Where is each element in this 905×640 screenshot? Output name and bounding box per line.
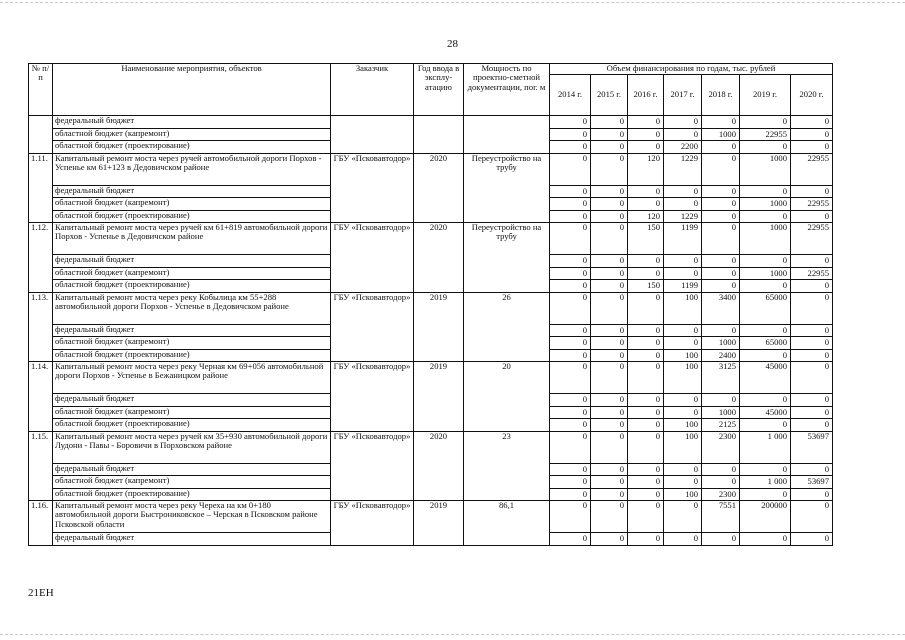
item-number: 1.14.: [29, 362, 53, 432]
item-customer: ГБУ «Псковавтодор»: [331, 292, 414, 362]
funding-value: 0: [591, 362, 628, 394]
funding-value: 0: [740, 116, 791, 129]
funding-value: 0: [664, 463, 702, 476]
funding-value: 0: [791, 533, 833, 546]
funding-value: 0: [664, 116, 702, 129]
funding-value: 0: [591, 210, 628, 223]
budget-label: областной бюджет (капремонт): [53, 128, 331, 141]
budget-label: областной бюджет (проектирование): [53, 210, 331, 223]
scan-top-edge: [0, 2, 905, 3]
funding-value: 0: [628, 198, 664, 211]
budget-label: областной бюджет (проектирование): [53, 141, 331, 154]
funding-value: 2400: [702, 349, 740, 362]
header-power: Мощность по проектно-сметной документации, пог. м: [464, 64, 550, 116]
item-number: 1.12.: [29, 223, 53, 293]
funding-value: 45000: [740, 406, 791, 419]
funding-value: 0: [550, 337, 591, 350]
item-year: 2020: [414, 223, 464, 293]
item-name: Капитальный ремонт моста через ручей км 35+930 автомобильной дороги Лудони - Павы - Боровичи в Порховском районе: [53, 431, 331, 463]
funding-value: 0: [628, 419, 664, 432]
funding-value: 0: [591, 223, 628, 255]
num-cell-empty: [29, 116, 53, 154]
funding-value: 100: [664, 362, 702, 394]
header-year-2019: 2019 г.: [740, 75, 791, 116]
funding-value: 0: [702, 210, 740, 223]
funding-value: 0: [664, 476, 702, 489]
item-year: 2019: [414, 292, 464, 362]
budget-label: федеральный бюджет: [53, 185, 331, 198]
funding-value: 0: [550, 292, 591, 324]
funding-value: 0: [791, 255, 833, 268]
page-number: 28: [447, 38, 458, 50]
item-power: 20: [464, 362, 550, 432]
funding-value: 0: [740, 280, 791, 293]
item-number: 1.16.: [29, 501, 53, 546]
funding-value: 0: [591, 116, 628, 129]
header-year: Год ввода в эксплу- атацию: [414, 64, 464, 116]
funding-value: 1000: [740, 153, 791, 185]
funding-value: 0: [740, 324, 791, 337]
funding-value: 0: [550, 463, 591, 476]
funding-value: 0: [791, 185, 833, 198]
funding-value: 0: [664, 533, 702, 546]
funding-value: 0: [628, 533, 664, 546]
funding-value: 0: [791, 141, 833, 154]
item-power: 26: [464, 292, 550, 362]
funding-value: 0: [791, 292, 833, 324]
footer-code: 21ЕН: [28, 587, 54, 599]
funding-value: 0: [740, 141, 791, 154]
funding-value: 0: [628, 141, 664, 154]
funding-value: 0: [791, 128, 833, 141]
funding-value: 0: [791, 210, 833, 223]
funding-value: 0: [550, 280, 591, 293]
funding-value: 100: [664, 349, 702, 362]
funding-value: 0: [791, 419, 833, 432]
funding-value: 0: [664, 501, 702, 533]
item-customer: ГБУ «Псковавтодор»: [331, 501, 414, 546]
funding-value: 150: [628, 223, 664, 255]
funding-value: 0: [791, 337, 833, 350]
funding-value: 200000: [740, 501, 791, 533]
funding-value: 0: [591, 533, 628, 546]
funding-value: 0: [550, 488, 591, 501]
funding-value: 1000: [740, 223, 791, 255]
funding-value: 0: [740, 488, 791, 501]
funding-value: 22955: [791, 223, 833, 255]
funding-value: 0: [740, 419, 791, 432]
table-row: [29, 153, 833, 185]
funding-value: 0: [550, 501, 591, 533]
funding-value: 0: [628, 292, 664, 324]
funding-value: 0: [628, 116, 664, 129]
funding-value: 0: [550, 406, 591, 419]
funding-value: 150: [628, 280, 664, 293]
funding-value: 65000: [740, 337, 791, 350]
funding-value: 0: [628, 463, 664, 476]
funding-value: 0: [628, 349, 664, 362]
funding-value: 0: [550, 431, 591, 463]
funding-value: 0: [791, 349, 833, 362]
item-number: 1.13.: [29, 292, 53, 362]
header-year-2015: 2015 г.: [591, 75, 628, 116]
year-cell-empty: [414, 116, 464, 154]
header-funding: Объем финансирования по годам, тыс. рублей: [550, 64, 833, 75]
funding-value: 0: [591, 185, 628, 198]
budget-label: федеральный бюджет: [53, 394, 331, 407]
budget-label: областной бюджет (капремонт): [53, 198, 331, 211]
budget-label: областной бюджет (капремонт): [53, 337, 331, 350]
funding-value: 0: [591, 324, 628, 337]
funding-value: 0: [702, 141, 740, 154]
funding-value: 0: [628, 267, 664, 280]
table-row: [29, 501, 833, 533]
funding-value: 0: [702, 280, 740, 293]
funding-value: 0: [791, 394, 833, 407]
funding-value: 0: [591, 141, 628, 154]
item-name: Капитальный ремонт моста через реку Кобылица км 55+288 автомобильной дороги Порхов - Успенье в Дедовичском районе: [53, 292, 331, 324]
item-name: Капитальный ремонт моста через реку Череха на км 0+180 автомобильной дороги Быстрониковское – Черская в Псковском районе Псковской области: [53, 501, 331, 533]
funding-value: 1 000: [740, 431, 791, 463]
funding-value: 0: [591, 406, 628, 419]
funding-value: 0: [591, 501, 628, 533]
funding-value: 0: [740, 349, 791, 362]
funding-value: 0: [791, 324, 833, 337]
funding-value: 0: [550, 419, 591, 432]
funding-value: 45000: [740, 362, 791, 394]
funding-value: 0: [628, 185, 664, 198]
funding-value: 0: [591, 292, 628, 324]
header-num: № п/п: [29, 64, 53, 116]
funding-value: 0: [628, 128, 664, 141]
header-year-2014: 2014 г.: [550, 75, 591, 116]
funding-value: 0: [664, 406, 702, 419]
funding-value: 0: [664, 394, 702, 407]
item-number: 1.15.: [29, 431, 53, 501]
budget-label: областной бюджет (проектирование): [53, 488, 331, 501]
funding-value: 1229: [664, 210, 702, 223]
item-name: Капитальный ремонт моста через реку Черная км 69+056 автомобильной дороги Порхов - Успенье в Бежаницком районе: [53, 362, 331, 394]
funding-value: 0: [591, 488, 628, 501]
funding-value: 0: [740, 394, 791, 407]
funding-value: 22955: [791, 198, 833, 211]
header-year-2017: 2017 г.: [664, 75, 702, 116]
funding-value: 0: [550, 476, 591, 489]
header-year-2020: 2020 г.: [791, 75, 833, 116]
funding-value: 0: [791, 501, 833, 533]
funding-value: 0: [664, 198, 702, 211]
funding-value: 0: [702, 185, 740, 198]
funding-value: 0: [550, 141, 591, 154]
funding-value: 0: [628, 501, 664, 533]
funding-value: 0: [550, 394, 591, 407]
budget-label: областной бюджет (капремонт): [53, 406, 331, 419]
funding-value: 0: [591, 267, 628, 280]
funding-value: 1229: [664, 153, 702, 185]
funding-value: 0: [702, 394, 740, 407]
funding-value: 0: [791, 488, 833, 501]
budget-label: областной бюджет (капремонт): [53, 476, 331, 489]
budget-label: федеральный бюджет: [53, 463, 331, 476]
table-row: [29, 223, 833, 255]
funding-value: 0: [550, 153, 591, 185]
funding-value: 0: [550, 210, 591, 223]
funding-value: 0: [791, 463, 833, 476]
funding-value: 0: [664, 185, 702, 198]
budget-label: федеральный бюджет: [53, 533, 331, 546]
financing-table: [28, 63, 833, 546]
funding-value: 0: [628, 488, 664, 501]
funding-value: 0: [550, 362, 591, 394]
item-power: Переустройство на трубу: [464, 153, 550, 223]
funding-value: 0: [740, 533, 791, 546]
funding-value: 53697: [791, 476, 833, 489]
funding-value: 0: [702, 463, 740, 476]
funding-value: 0: [628, 431, 664, 463]
funding-value: 0: [591, 431, 628, 463]
budget-label: областной бюджет (проектирование): [53, 349, 331, 362]
funding-value: 0: [702, 198, 740, 211]
funding-value: 0: [702, 533, 740, 546]
funding-value: 0: [664, 337, 702, 350]
funding-value: 0: [664, 128, 702, 141]
funding-value: 0: [550, 223, 591, 255]
funding-value: 0: [702, 476, 740, 489]
funding-value: 0: [740, 210, 791, 223]
funding-value: 0: [702, 267, 740, 280]
funding-value: 0: [550, 116, 591, 129]
funding-value: 0: [628, 337, 664, 350]
funding-value: 0: [591, 463, 628, 476]
funding-value: 0: [550, 267, 591, 280]
item-customer: ГБУ «Псковавтодор»: [331, 431, 414, 501]
funding-value: 0: [550, 198, 591, 211]
item-year: 2019: [414, 501, 464, 546]
funding-value: 0: [702, 255, 740, 268]
funding-value: 100: [664, 292, 702, 324]
funding-value: 2200: [664, 141, 702, 154]
funding-value: 1000: [740, 267, 791, 280]
funding-value: 3400: [702, 292, 740, 324]
budget-label: федеральный бюджет: [53, 116, 331, 129]
funding-value: 3125: [702, 362, 740, 394]
item-year: 2020: [414, 153, 464, 223]
funding-value: 0: [550, 128, 591, 141]
item-power: 86,1: [464, 501, 550, 546]
funding-value: 0: [791, 406, 833, 419]
funding-value: 0: [550, 324, 591, 337]
funding-value: 22955: [740, 128, 791, 141]
funding-value: 0: [550, 533, 591, 546]
funding-value: 1000: [740, 198, 791, 211]
funding-value: 7551: [702, 501, 740, 533]
funding-value: 0: [591, 476, 628, 489]
budget-label: федеральный бюджет: [53, 255, 331, 268]
funding-value: 0: [791, 362, 833, 394]
funding-value: 2300: [702, 431, 740, 463]
funding-value: 0: [702, 324, 740, 337]
funding-value: 1199: [664, 223, 702, 255]
funding-value: 1000: [702, 128, 740, 141]
funding-value: 0: [591, 153, 628, 185]
funding-value: 0: [591, 255, 628, 268]
funding-value: 0: [664, 267, 702, 280]
funding-value: 100: [664, 488, 702, 501]
funding-value: 0: [591, 419, 628, 432]
funding-value: 120: [628, 210, 664, 223]
power-cell-empty: [464, 116, 550, 154]
funding-value: 22955: [791, 267, 833, 280]
funding-value: 65000: [740, 292, 791, 324]
funding-value: 0: [664, 255, 702, 268]
funding-value: 2300: [702, 488, 740, 501]
item-year: 2019: [414, 362, 464, 432]
budget-label: областной бюджет (капремонт): [53, 267, 331, 280]
funding-value: 0: [740, 463, 791, 476]
funding-value: 1199: [664, 280, 702, 293]
funding-value: 0: [628, 394, 664, 407]
scan-bottom-edge: [0, 634, 905, 635]
funding-value: 0: [591, 280, 628, 293]
funding-value: 53697: [791, 431, 833, 463]
header-name: Наименование мероприятия, объектов: [53, 64, 331, 116]
funding-value: 0: [791, 116, 833, 129]
budget-label: федеральный бюджет: [53, 324, 331, 337]
funding-value: 0: [740, 185, 791, 198]
funding-value: 1000: [702, 337, 740, 350]
funding-value: 0: [550, 349, 591, 362]
funding-value: 0: [628, 362, 664, 394]
funding-value: 0: [628, 476, 664, 489]
table-row: [29, 431, 833, 463]
header-customer: Заказчик: [331, 64, 414, 116]
item-year: 2020: [414, 431, 464, 501]
funding-value: 0: [664, 324, 702, 337]
header-year-2018: 2018 г.: [702, 75, 740, 116]
funding-value: 0: [591, 394, 628, 407]
funding-value: 0: [628, 406, 664, 419]
item-customer: ГБУ «Псковавтодор»: [331, 153, 414, 223]
funding-value: 0: [702, 223, 740, 255]
funding-value: 0: [628, 324, 664, 337]
header-year-2016: 2016 г.: [628, 75, 664, 116]
item-power: 23: [464, 431, 550, 501]
table-row: [29, 362, 833, 394]
funding-value: 0: [591, 128, 628, 141]
funding-value: 1 000: [740, 476, 791, 489]
funding-value: 0: [550, 255, 591, 268]
item-customer: ГБУ «Псковавтодор»: [331, 362, 414, 432]
funding-value: 0: [702, 116, 740, 129]
item-number: 1.11.: [29, 153, 53, 223]
funding-value: 100: [664, 419, 702, 432]
funding-value: 0: [791, 280, 833, 293]
table-row: [29, 292, 833, 324]
table-body: [29, 116, 833, 546]
funding-value: 0: [740, 255, 791, 268]
funding-value: 120: [628, 153, 664, 185]
funding-value: 2125: [702, 419, 740, 432]
table-row: [29, 116, 833, 129]
funding-value: 1000: [702, 406, 740, 419]
item-customer: ГБУ «Псковавтодор»: [331, 223, 414, 293]
funding-value: 0: [702, 153, 740, 185]
funding-value: 0: [591, 349, 628, 362]
budget-label: областной бюджет (проектирование): [53, 280, 331, 293]
funding-value: 0: [628, 255, 664, 268]
funding-value: 0: [550, 185, 591, 198]
item-name: Капитальный ремонт моста через ручей автомобильной дороги Порхов - Успенье км 61+123 в Дедовичском районе: [53, 153, 331, 185]
funding-value: 0: [591, 337, 628, 350]
customer-cell-empty: [331, 116, 414, 154]
item-name: Капитальный ремонт моста через ручей км 61+819 автомобильной дороги Порхов - Успенье в Дедовичском районе: [53, 223, 331, 255]
funding-value: 22955: [791, 153, 833, 185]
budget-label: областной бюджет (проектирование): [53, 419, 331, 432]
funding-value: 100: [664, 431, 702, 463]
funding-value: 0: [591, 198, 628, 211]
item-power: Переустройство на трубу: [464, 223, 550, 293]
